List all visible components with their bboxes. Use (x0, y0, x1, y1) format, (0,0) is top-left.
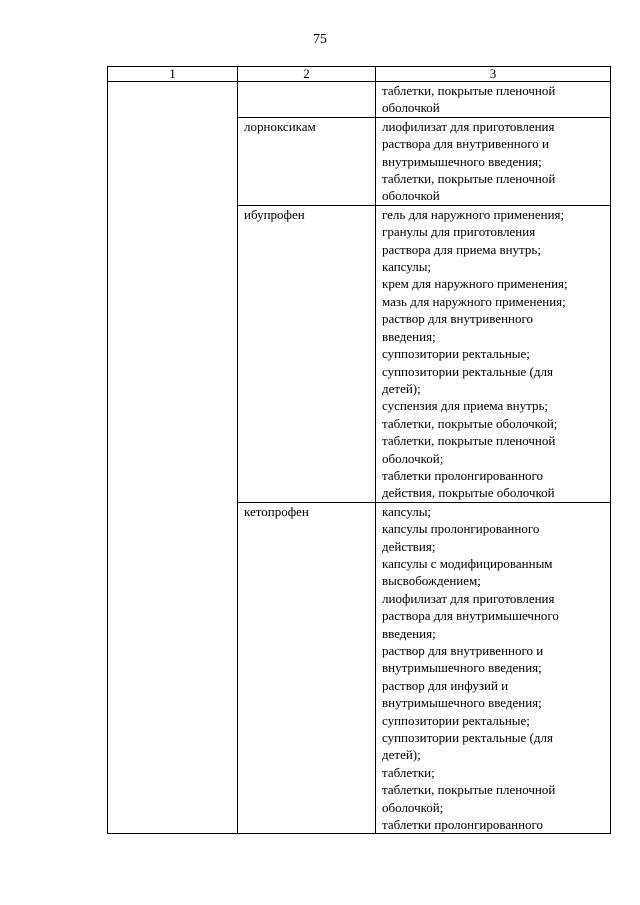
drug-name-cell: кетопрофен (238, 502, 376, 834)
dosage-form-line: раствора для внутривенного и (382, 136, 549, 152)
dosage-forms-cell (376, 117, 611, 205)
dosage-form-line: оболочкой; (382, 450, 444, 466)
dosage-form-line: внутримышечного введения; (382, 695, 542, 711)
dosage-form-line: суппозитории ректальные (для (382, 363, 553, 379)
drug-name-cell: ибупрофен (238, 205, 376, 502)
dosage-forms-cell (376, 502, 611, 834)
dosage-forms-cell (376, 82, 611, 118)
dosage-form-line: раствора для приема внутрь; (382, 241, 541, 257)
dosage-form-line: внутримышечного введения; (382, 660, 542, 676)
table-row (108, 82, 611, 118)
drug-name-cell (238, 82, 376, 118)
column-header-1: 1 (108, 67, 238, 82)
dosage-form-line: таблетки, покрытые пленочной (382, 171, 556, 187)
column-header-2: 2 (238, 67, 376, 82)
dosage-form-line: суппозитории ректальные; (382, 712, 530, 728)
dosage-form-line: детей); (382, 380, 421, 396)
dosage-form-line: таблетки пролонгированного (382, 467, 544, 483)
dosage-form-line: мазь для наружного применения; (382, 293, 566, 309)
dosage-form-line: суппозитории ректальные; (382, 346, 530, 362)
column-header-3: 3 (376, 67, 611, 82)
dosage-form-line: детей); (382, 747, 421, 763)
dosage-form-line: оболочкой (382, 100, 440, 116)
dosage-form-line: раствор для инфузий и (382, 677, 509, 693)
dosage-form-line: раствора для внутримышечного (382, 608, 559, 624)
dosage-form-line: лиофилизат для приготовления (382, 118, 555, 134)
dosage-form-line: капсулы; (382, 503, 432, 519)
dosage-form-line: капсулы с модифицированным (382, 555, 553, 571)
drug-name-cell: лорноксикам (238, 117, 376, 205)
dosage-form-line: лиофилизат для приготовления (382, 590, 555, 606)
dosage-form-line: введения; (382, 625, 436, 641)
dosage-form-line: гель для наружного применения; (382, 206, 565, 222)
dosage-form-line: капсулы пролонгированного (382, 521, 540, 537)
dosage-form-line: суппозитории ректальные (для (382, 730, 553, 746)
dosage-form-line: таблетки, покрытые пленочной (382, 433, 556, 449)
dosage-form-line: таблетки; (382, 764, 435, 780)
dosage-form-line: действия, покрытые оболочкой (382, 485, 555, 501)
dosage-form-line: высвобождением; (382, 573, 481, 589)
group-cell (108, 82, 238, 834)
page-number: 75 (313, 32, 327, 47)
dosage-form-line: действия; (382, 538, 436, 554)
dosage-form-line: раствор для внутривенного и (382, 643, 544, 658)
dosage-form-line: введения; (382, 328, 436, 344)
dosage-form-line: оболочкой (382, 188, 440, 204)
dosage-form-line: таблетки, покрытые оболочкой; (382, 415, 558, 431)
dosage-form-line: таблетки, покрытые пленочной (382, 83, 556, 98)
dosage-form-line: раствор для внутривенного (382, 311, 533, 327)
dosage-form-line: крем для наружного применения; (382, 276, 568, 292)
dosage-form-line: таблетки пролонгированного (382, 817, 544, 833)
dosage-form-line: оболочкой; (382, 799, 444, 815)
table-header-row (108, 67, 611, 82)
dosage-forms-cell (376, 205, 611, 502)
drug-table (107, 66, 611, 834)
dosage-form-line: внутримышечного введения; (382, 153, 542, 169)
dosage-form-line: суспензия для приема внутрь; (382, 398, 549, 414)
dosage-form-line: капсулы; (382, 259, 432, 275)
dosage-form-line: гранулы для приготовления (382, 224, 536, 240)
dosage-form-line: таблетки, покрытые пленочной (382, 782, 556, 798)
